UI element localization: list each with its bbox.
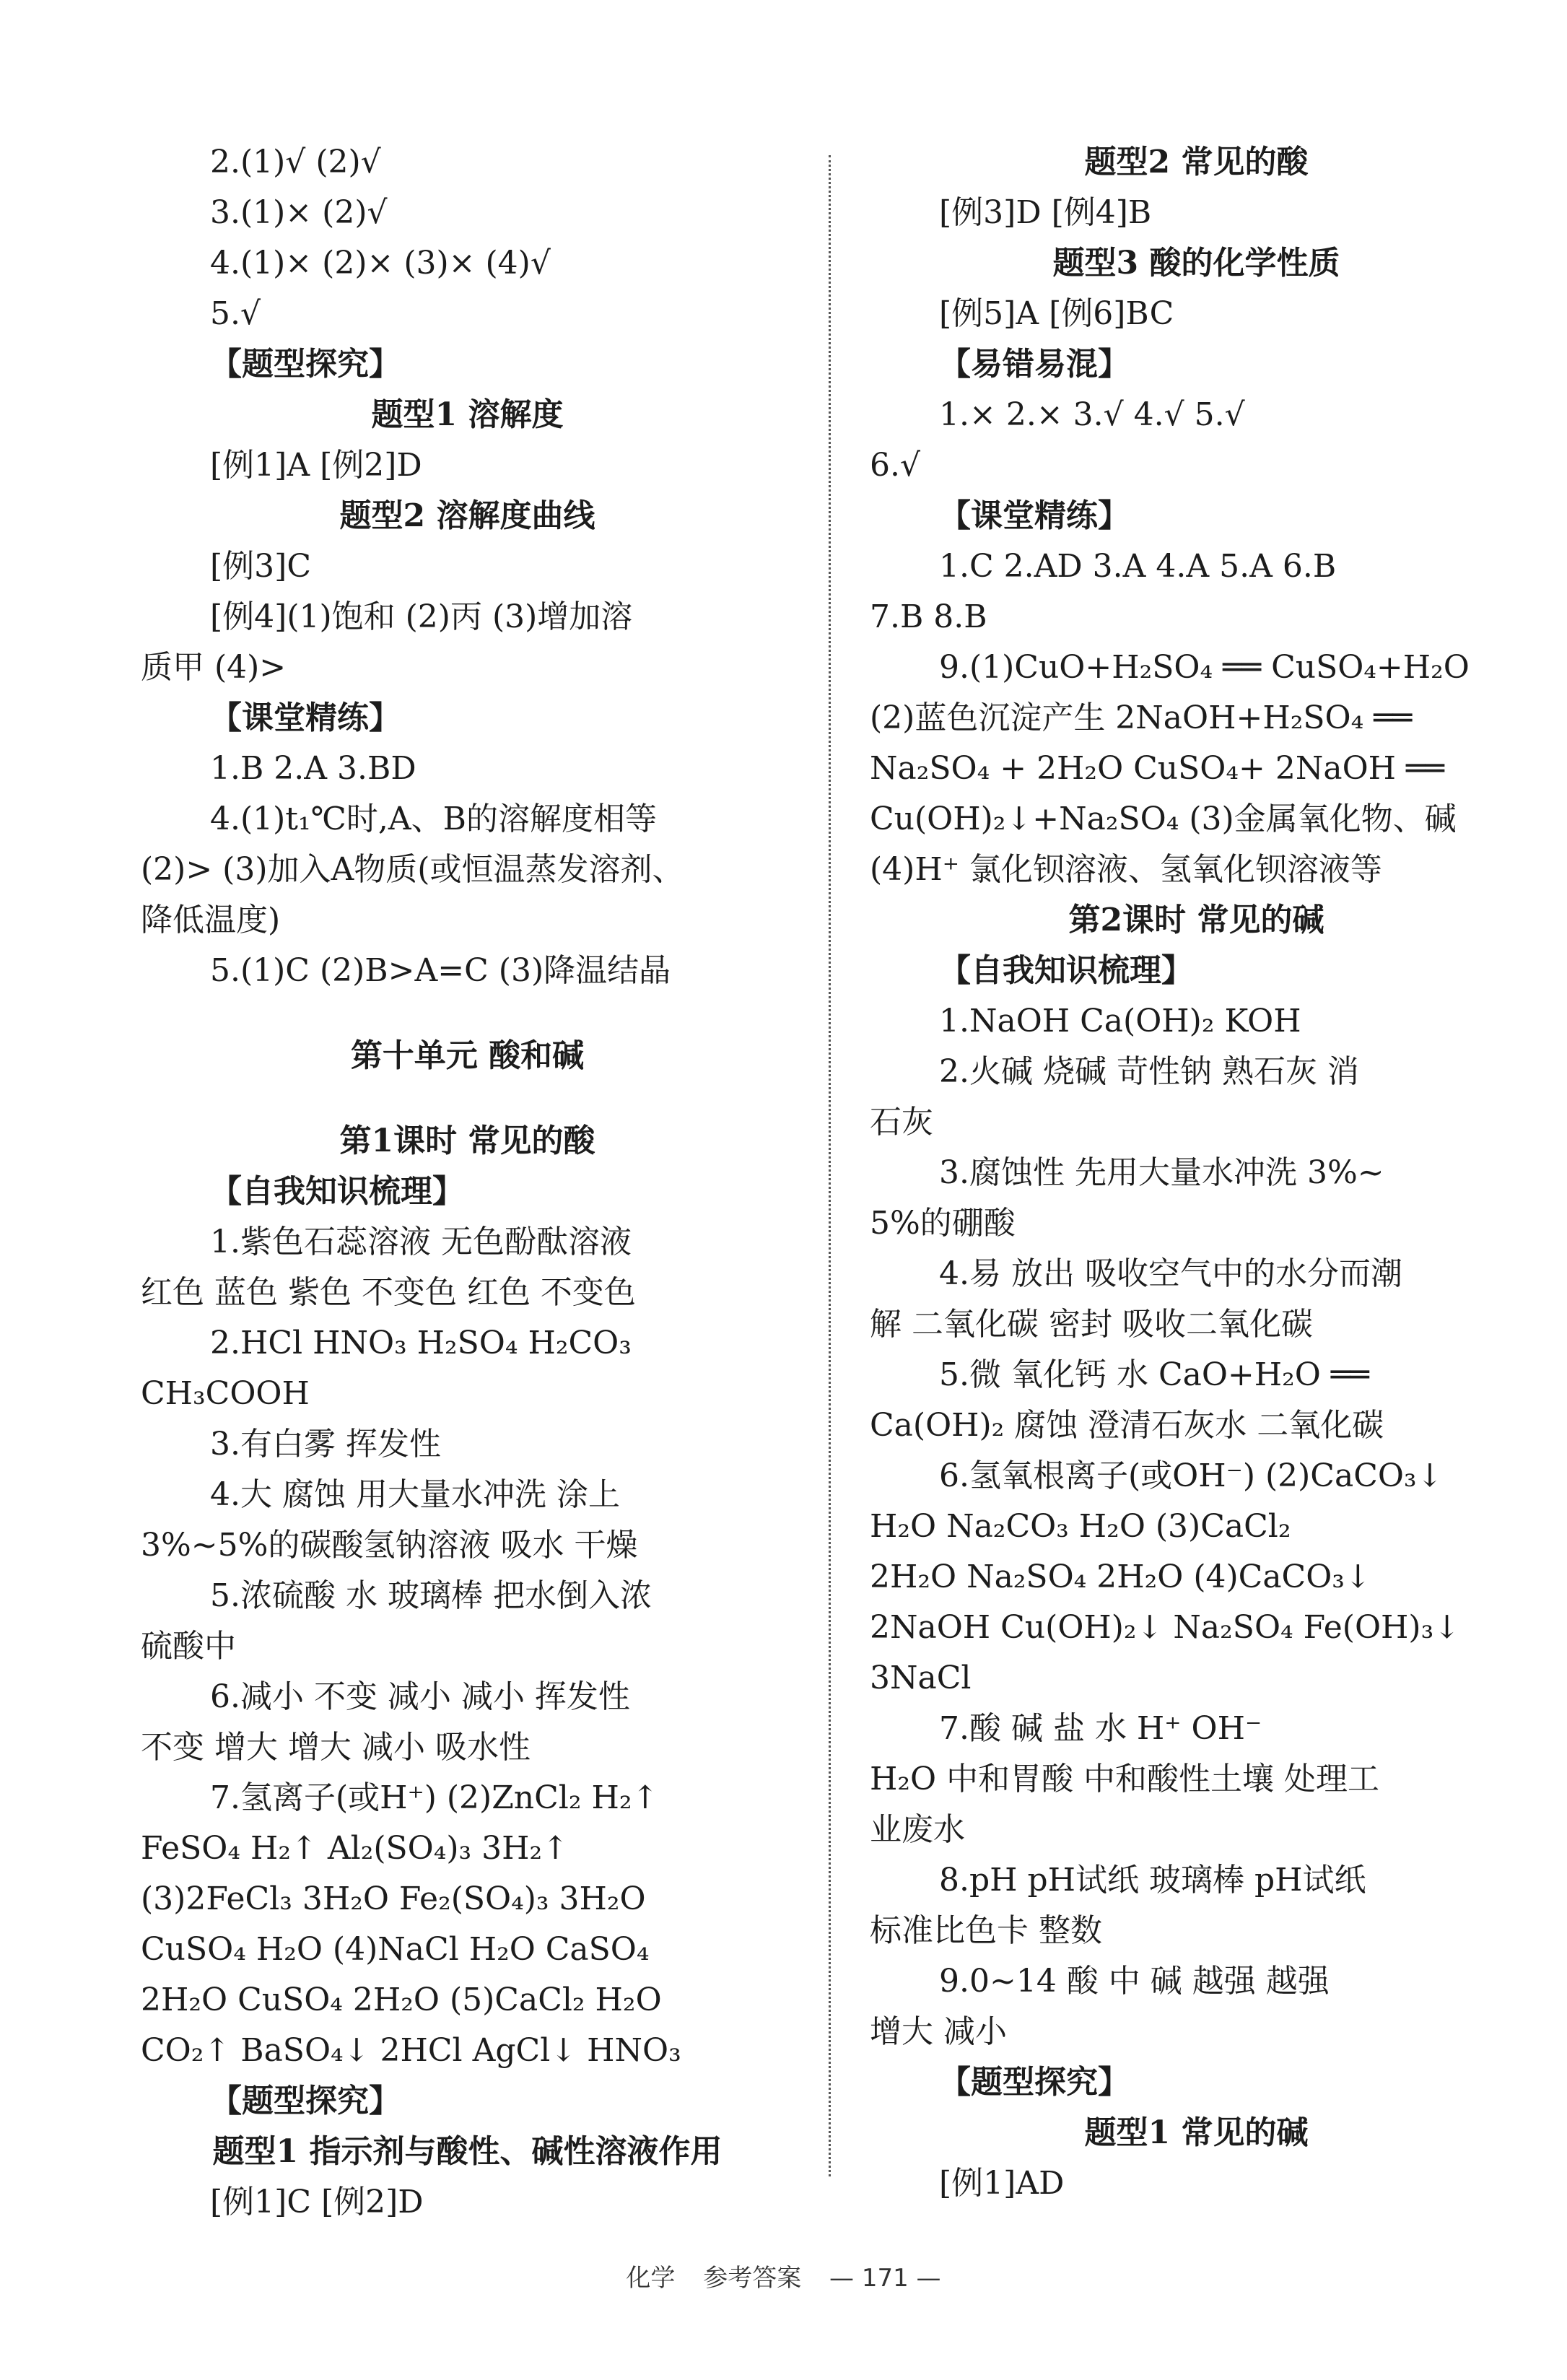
answer-line: 2.HCl HNO₃ H₂SO₄ H₂CO₃ bbox=[210, 1325, 632, 1361]
answer-line: CH₃COOH bbox=[141, 1375, 310, 1412]
section-heading: 第1课时 常见的酸 bbox=[339, 1123, 595, 1159]
section-label: 【易错易混】 bbox=[939, 346, 1130, 383]
left-column bbox=[141, 137, 794, 2228]
section-label: 【课堂精练】 bbox=[210, 699, 401, 736]
answer-line: 1.× 2.× 3.√ 4.√ 5.√ bbox=[939, 396, 1245, 433]
right-column bbox=[870, 137, 1523, 2209]
answer-line: 2.(1)√ (2)√ bbox=[210, 144, 381, 180]
answer-line: 业废水 bbox=[870, 1811, 965, 1848]
answer-line: [例1]AD bbox=[939, 2165, 1065, 2202]
answer-line: 7.酸 碱 盐 水 H⁺ OH⁻ bbox=[939, 1710, 1262, 1747]
answer-line: 3.腐蚀性 先用大量水冲洗 3%~ bbox=[939, 1154, 1384, 1191]
section-heading: 第2课时 常见的碱 bbox=[1068, 902, 1324, 938]
section-heading: 题型2 常见的酸 bbox=[1084, 144, 1309, 180]
answer-line: 8.pH pH试纸 玻璃棒 pH试纸 bbox=[939, 1862, 1366, 1899]
column-divider bbox=[829, 155, 831, 2176]
answer-line: 2H₂O Na₂SO₄ 2H₂O (4)CaCO₃↓ bbox=[870, 1559, 1371, 1595]
answer-line: 1.B 2.A 3.BD bbox=[210, 750, 416, 787]
answer-line: 5.微 氧化钙 水 CaO+H₂O ══ bbox=[939, 1356, 1369, 1393]
answer-line: H₂O Na₂CO₃ H₂O (3)CaCl₂ bbox=[870, 1508, 1291, 1545]
footer-subject: 化学 bbox=[626, 2264, 676, 2293]
answer-line: 4.(1)t₁℃时,A、B的溶解度相等 bbox=[210, 801, 657, 837]
answer-line: [例3]D [例4]B bbox=[939, 194, 1152, 231]
section-heading: 题型1 溶解度 bbox=[371, 396, 564, 433]
section-label: 【自我知识梳理】 bbox=[939, 952, 1193, 989]
answer-line: 不变 增大 增大 减小 吸水性 bbox=[141, 1729, 531, 1766]
answer-line: CO₂↑ BaSO₄↓ 2HCl AgCl↓ HNO₃ bbox=[141, 2032, 681, 2069]
answer-line: 4.易 放出 吸收空气中的水分而潮 bbox=[939, 1255, 1402, 1292]
answer-line: 质甲 (4)> bbox=[141, 649, 287, 686]
answer-line: 2.火碱 烧碱 苛性钠 熟石灰 消 bbox=[939, 1053, 1359, 1090]
answer-line: 5.浓硫酸 水 玻璃棒 把水倒入浓 bbox=[210, 1577, 652, 1614]
answer-line: H₂O 中和胃酸 中和酸性土壤 处理工 bbox=[870, 1761, 1380, 1797]
section-heading: 题型3 酸的化学性质 bbox=[1052, 245, 1340, 282]
answer-line bbox=[141, 1081, 794, 1116]
answer-line: 3%~5%的碳酸氢钠溶液 吸水 干燥 bbox=[141, 1527, 638, 1564]
answer-line: 5.(1)C (2)B>A=C (3)降温结晶 bbox=[210, 952, 671, 989]
answer-line: [例5]A [例6]BC bbox=[939, 295, 1174, 332]
answer-line: Na₂SO₄ + 2H₂O CuSO₄+ 2NaOH ══ bbox=[870, 750, 1444, 787]
answer-line: 3.有白雾 挥发性 bbox=[210, 1426, 441, 1463]
section-label: 【题型探究】 bbox=[939, 2064, 1130, 2101]
answer-line: [例3]C bbox=[210, 548, 311, 585]
answer-line: [例1]A [例2]D bbox=[210, 447, 422, 484]
answer-line: 红色 蓝色 紫色 不变色 红色 不变色 bbox=[141, 1274, 636, 1311]
section-label: 【课堂精练】 bbox=[939, 497, 1130, 534]
page-number: — 171 — bbox=[829, 2264, 941, 2293]
answer-line: 1.紫色石蕊溶液 无色酚酞溶液 bbox=[210, 1224, 632, 1260]
answer-line: 标准比色卡 整数 bbox=[870, 1912, 1102, 1949]
answer-line: 石灰 bbox=[870, 1104, 933, 1141]
section-heading: 题型1 常见的碱 bbox=[1084, 2114, 1309, 2151]
section-heading: 题型2 溶解度曲线 bbox=[339, 497, 595, 534]
answer-line: 增大 减小 bbox=[870, 2013, 1007, 2050]
answer-line: (4)H⁺ 氯化钡溶液、氢氧化钡溶液等 bbox=[870, 851, 1382, 888]
section-label: 【题型探究】 bbox=[210, 2083, 401, 2119]
answer-line: 6.√ bbox=[870, 447, 921, 484]
answer-line: (2)蓝色沉淀产生 2NaOH+H₂SO₄ ══ bbox=[870, 699, 1413, 736]
answer-line: 6.减小 不变 减小 减小 挥发性 bbox=[210, 1678, 630, 1715]
answer-line: 降低温度) bbox=[141, 902, 281, 938]
answer-line: 解 二氧化碳 密封 吸收二氧化碳 bbox=[870, 1306, 1313, 1343]
answer-line: [例1]C [例2]D bbox=[210, 2184, 424, 2220]
answer-line: 1.C 2.AD 3.A 4.A 5.A 6.B bbox=[939, 548, 1337, 585]
section-label: 【题型探究】 bbox=[210, 346, 401, 383]
answer-line: Ca(OH)₂ 腐蚀 澄清石灰水 二氧化碳 bbox=[870, 1407, 1384, 1444]
answer-line: 3.(1)× (2)√ bbox=[210, 194, 388, 231]
answer-line: 6.氢氧根离子(或OH⁻) (2)CaCO₃↓ bbox=[939, 1457, 1444, 1494]
answer-line: 9.0~14 酸 中 碱 越强 越强 bbox=[939, 1963, 1330, 2000]
footer-label: 参考答案 bbox=[703, 2264, 802, 2293]
answer-line: 5.√ bbox=[210, 295, 261, 332]
answer-line: 9.(1)CuO+H₂SO₄ ══ CuSO₄+H₂O bbox=[939, 649, 1470, 686]
answer-line: 7.氢离子(或H⁺) (2)ZnCl₂ H₂↑ bbox=[210, 1779, 659, 1816]
answer-line: (2)> (3)加入A物质(或恒温蒸发溶剂、 bbox=[141, 851, 684, 888]
answer-line: 4.大 腐蚀 用大量水冲洗 涂上 bbox=[210, 1476, 620, 1513]
answer-line: 硫酸中 bbox=[141, 1628, 236, 1665]
answer-line: Cu(OH)₂↓+Na₂SO₄ (3)金属氧化物、碱 bbox=[870, 801, 1457, 837]
answer-line: CuSO₄ H₂O (4)NaCl H₂O CaSO₄ bbox=[141, 1931, 650, 1968]
answer-line: 2NaOH Cu(OH)₂↓ Na₂SO₄ Fe(OH)₃↓ bbox=[870, 1609, 1461, 1646]
section-heading: 第十单元 酸和碱 bbox=[350, 1037, 585, 1074]
answer-line: (3)2FeCl₃ 3H₂O Fe₂(SO₄)₃ 3H₂O bbox=[141, 1880, 646, 1917]
answer-line: 4.(1)× (2)× (3)× (4)√ bbox=[210, 245, 551, 282]
answer-line: 5%的硼酸 bbox=[870, 1205, 1016, 1242]
page-footer bbox=[0, 2258, 1567, 2293]
section-label: 【自我知识梳理】 bbox=[210, 1173, 464, 1210]
answer-line: 2H₂O CuSO₄ 2H₂O (5)CaCl₂ H₂O bbox=[141, 1982, 662, 2018]
answer-line: [例4](1)饱和 (2)丙 (3)增加溶 bbox=[210, 598, 633, 635]
answer-line: FeSO₄ H₂↑ Al₂(SO₄)₃ 3H₂↑ bbox=[141, 1830, 569, 1867]
section-heading: 题型1 指示剂与酸性、碱性溶液作用 bbox=[212, 2133, 723, 2170]
answer-line: 1.NaOH Ca(OH)₂ KOH bbox=[939, 1003, 1301, 1039]
answer-line: 7.B 8.B bbox=[870, 598, 987, 635]
answer-line: 3NaCl bbox=[870, 1660, 972, 1696]
answer-line bbox=[141, 996, 794, 1031]
